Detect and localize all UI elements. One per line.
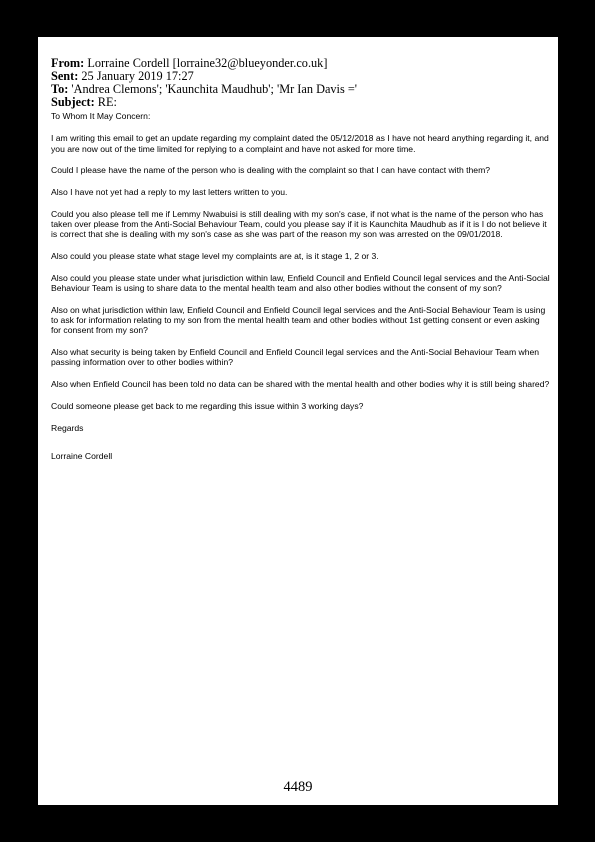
email-header: [51, 57, 357, 109]
subject-row: [51, 96, 357, 109]
body-paragraph: Could I please have the name of the person who is dealing with the complaint so that I can have contact with them?: [51, 165, 491, 176]
subject-label: Subject:: [51, 95, 95, 109]
body-paragraph: Also what security is being taken by Enfield Council and Enfield Council legal services and the Anti-Social Behaviour Team when passing information over to other bodies within?: [51, 346, 540, 368]
body-paragraph: Also I have not yet had a reply to my last letters written to you.: [51, 186, 288, 197]
to-label: To:: [51, 82, 69, 96]
document-page: [38, 37, 558, 805]
email-body: [51, 111, 551, 461]
signature: Lorraine Cordell: [51, 451, 113, 462]
body-paragraph: Also on what jurisdiction within law, Enfield Council and Enfield Council legal services and the Anti-Social Behaviour Team is using to ask for information relating to my son from the mental health team and other bodies without 1st getting consent or even asking for consent from my son?: [51, 304, 546, 336]
from-value: Lorraine Cordell [lorraine32@blueyonder.co.uk]: [87, 56, 328, 70]
page-number: 4489: [283, 779, 313, 795]
body-paragraph: Also could you please state under what jurisdiction within law, Enfield Council and Enfield Council legal services and the Anti-Social Behaviour Team is using to share data to the mental health team and also other bodies without the consent of my son?: [51, 272, 550, 293]
body-paragraph: Could you also please tell me if Lemmy Nwabuisi is still dealing with my son's case, if not what is the name of the person who has taken over please from the Anti-Social Behaviour Team, could you please say if it is Kaunchita Maudhub as if it is I do not believe it is correct that she is dealing with my son's case as she was part of the reason my son was arrested on the 09/01/2018.: [51, 208, 547, 240]
subject-value: RE:: [97, 95, 117, 109]
body-paragraph: Also could you please state what stage level my complaints are at, is it stage 1, 2 or 3.: [51, 250, 379, 261]
sent-value: 25 January 2019 17:27: [81, 69, 194, 83]
greeting: To Whom It May Concern:: [51, 111, 151, 121]
body-paragraph: Could someone please get back to me regarding this issue within 3 working days?: [51, 400, 364, 411]
regards: Regards: [51, 422, 84, 433]
body-paragraph: I am writing this email to get an update regarding my complaint dated the 05/12/2018 as I have not heard anything regarding it, and you are now out of the time limited for replying to a complaint and have not asked for more time.: [51, 133, 549, 154]
from-label: From:: [51, 56, 85, 70]
sent-label: Sent:: [51, 69, 79, 83]
to-value: 'Andrea Clemons'; 'Kaunchita Maudhub'; 'Mr Ian Davis =': [71, 82, 357, 96]
body-paragraph: Also when Enfield Council has been told no data can be shared with the mental health and other bodies why it is still being shared?: [51, 378, 550, 389]
